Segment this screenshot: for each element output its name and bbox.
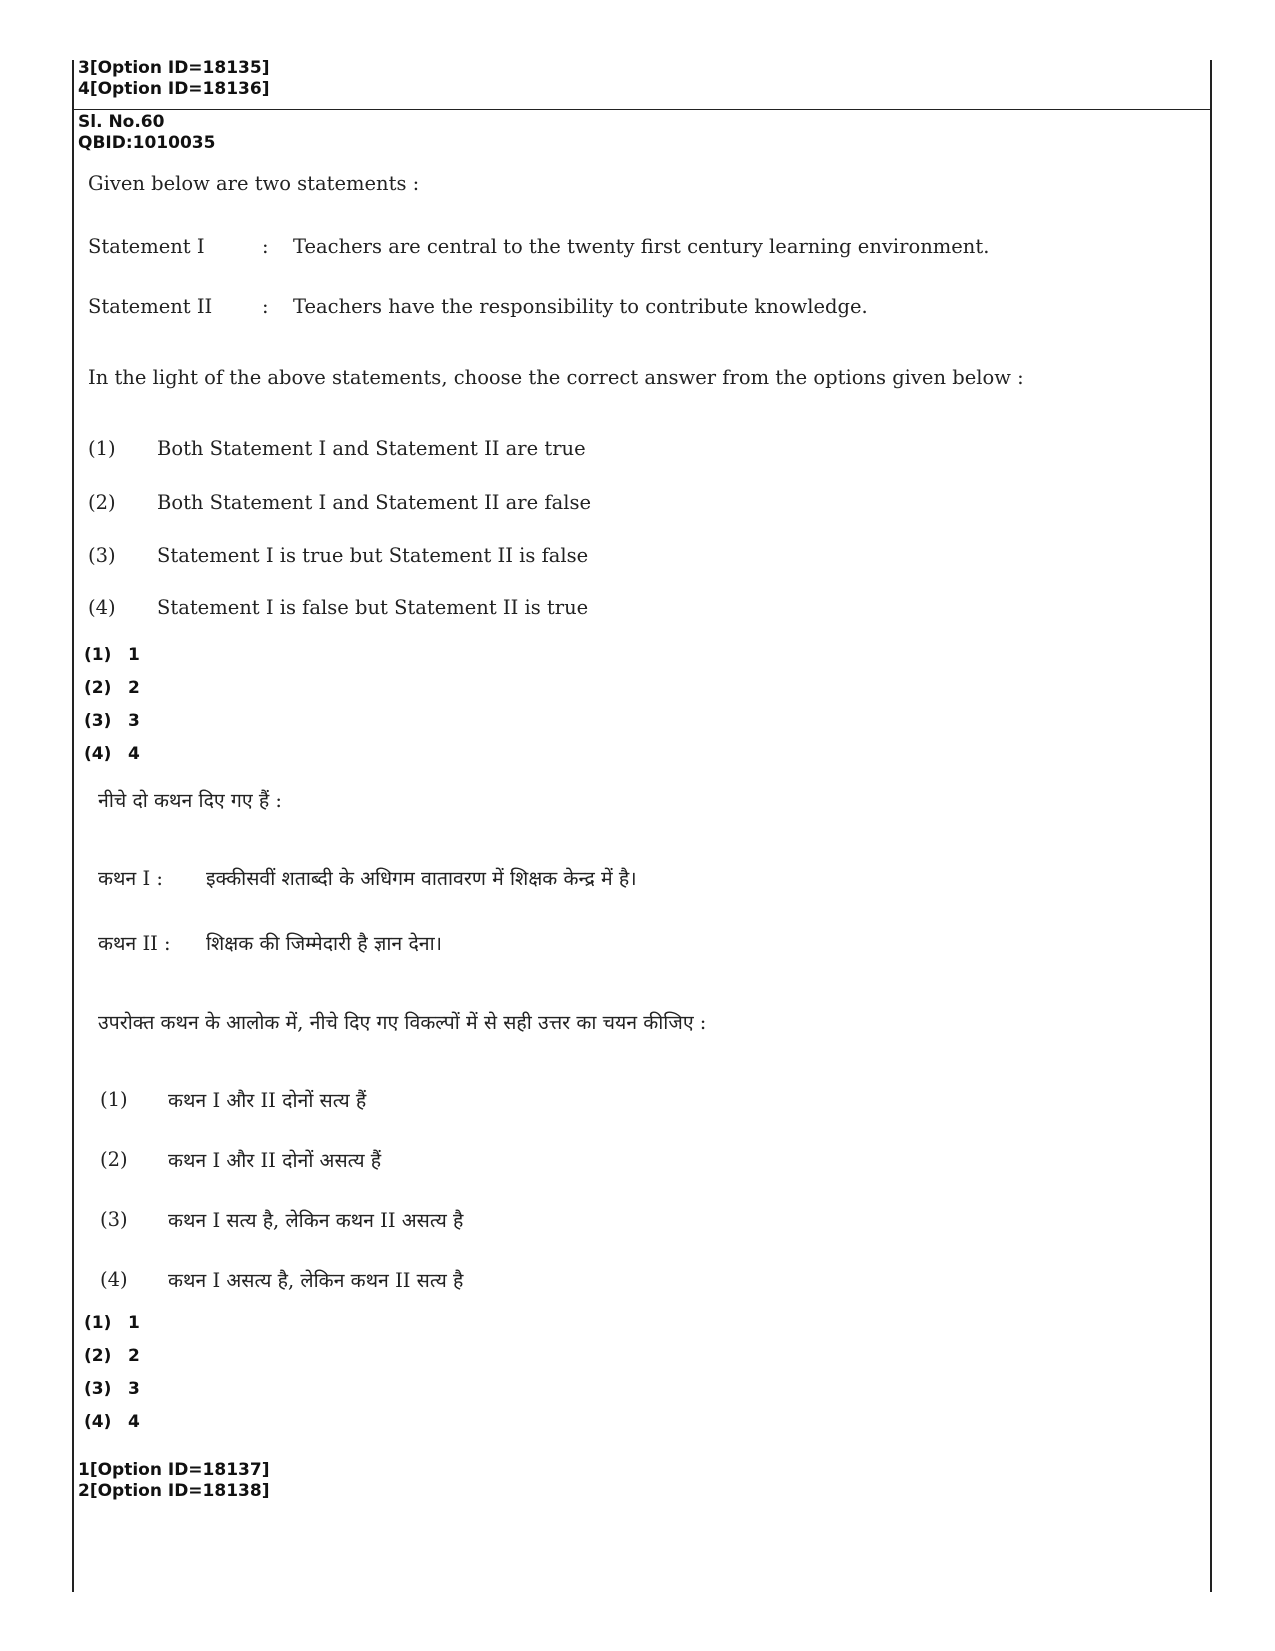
statement-text: Teachers are central to the twenty first century learning environment. (293, 235, 990, 258)
answer-choice[interactable]: (4) 4 (84, 1412, 140, 1432)
statement-text: Teachers have the responsibility to contribute knowledge. (293, 295, 868, 318)
answer-choice[interactable]: (2) 2 (84, 1346, 140, 1366)
answer-choice[interactable]: (2) 2 (84, 678, 140, 698)
statement-label: Statement I (88, 235, 205, 258)
option-id-line: 2[Option ID=18138] (78, 1481, 270, 1501)
option-text: Both Statement I and Statement II are false (157, 491, 591, 514)
statement-colon: : (262, 235, 269, 258)
answer-choice[interactable]: (1) 1 (84, 1313, 140, 1333)
option-text: Statement I is true but Statement II is false (157, 544, 589, 567)
statement-label: कथन I : (98, 867, 163, 890)
answer-choice[interactable]: (1) 1 (84, 645, 140, 665)
option-number: (2) (100, 1148, 128, 1171)
hindi-intro: नीचे दो कथन दिए गए हैं : (98, 789, 282, 812)
right-border (1210, 60, 1212, 1592)
option-number: (4) (88, 596, 116, 619)
option-text: कथन I और II दोनों असत्य हैं (168, 1149, 382, 1172)
english-instruction: In the light of the above statements, choose the correct answer from the options given below : (88, 366, 1024, 389)
answer-choice[interactable]: (3) 3 (84, 1379, 140, 1399)
statement-text: शिक्षक की जिम्मेदारी है ज्ञान देना। (206, 932, 443, 955)
option-id-line: 4[Option ID=18136] (78, 79, 270, 99)
answer-choice[interactable]: (4) 4 (84, 744, 140, 764)
statement-label: कथन II : (98, 932, 171, 955)
answer-choice[interactable]: (3) 3 (84, 711, 140, 731)
option-text: Both Statement I and Statement II are true (157, 437, 586, 460)
option-number: (2) (88, 491, 116, 514)
option-id-line: 3[Option ID=18135] (78, 58, 270, 78)
left-border (72, 60, 74, 1592)
option-id-line: 1[Option ID=18137] (78, 1460, 270, 1480)
option-text: कथन I असत्य है, लेकिन कथन II सत्य है (168, 1269, 464, 1292)
next-option-ids (78, 1460, 269, 1502)
serial-number: Sl. No.60 (78, 112, 165, 132)
section-divider (72, 109, 1212, 110)
option-text: Statement I is false but Statement II is true (157, 596, 589, 619)
question-bank-id: QBID:1010035 (78, 133, 216, 153)
option-number: (3) (88, 544, 116, 567)
english-intro: Given below are two statements : (88, 172, 420, 195)
statement-label: Statement II (88, 295, 213, 318)
statement-colon: : (262, 295, 269, 318)
hindi-instruction: उपरोक्त कथन के आलोक में, नीचे दिए गए विकल्पों में से सही उत्तर का चयन कीजिए : (98, 1011, 707, 1034)
prev-option-ids (78, 58, 269, 100)
option-number: (1) (100, 1088, 128, 1111)
option-text: कथन I सत्य है, लेकिन कथन II असत्य है (168, 1209, 464, 1232)
statement-text: इक्कीसवीं शताब्दी के अधिगम वातावरण में शिक्षक केन्द्र में है। (206, 867, 637, 890)
question-header (78, 112, 215, 154)
option-number: (3) (100, 1208, 128, 1231)
option-number: (1) (88, 437, 116, 460)
option-text: कथन I और II दोनों सत्य हैं (168, 1089, 367, 1112)
option-number: (4) (100, 1268, 128, 1291)
